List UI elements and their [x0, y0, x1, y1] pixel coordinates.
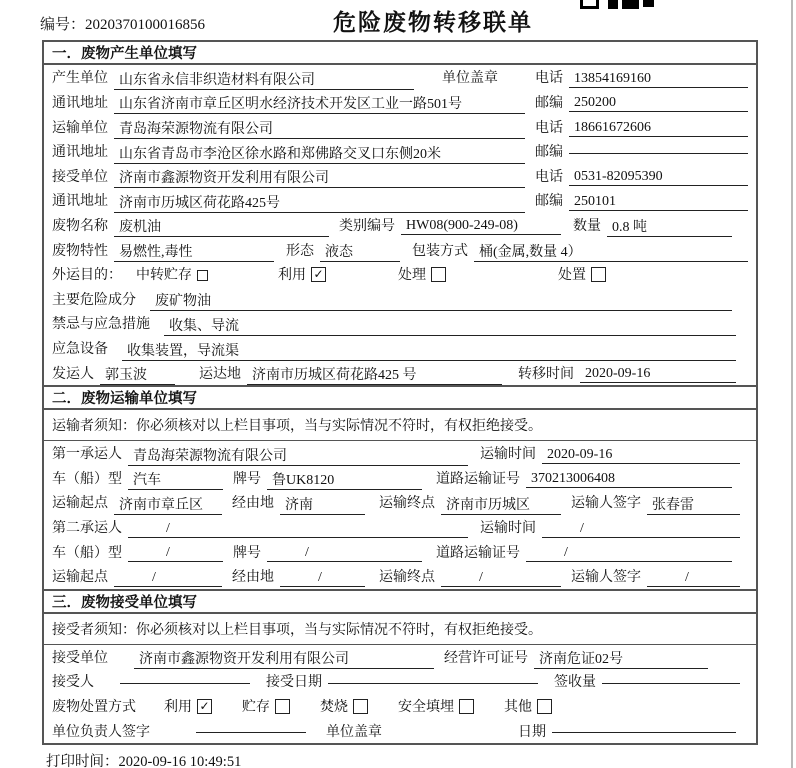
via-label: 经由地 — [232, 570, 274, 586]
responsible-signature-label: 单位负责人签字 — [52, 724, 150, 740]
accepting-unit-value: 济南市鑫源物资开发利用有限公司 — [134, 648, 434, 669]
destination-label: 运达地 — [199, 366, 241, 382]
origin-value: 济南市章丘区 — [114, 494, 222, 515]
disposal-method-row — [44, 694, 756, 719]
section2-header: 二．废物运输单位填写 — [44, 385, 756, 410]
form-table — [42, 40, 758, 745]
endpoint-value: 济南市历城区 — [441, 494, 561, 515]
received-quantity-label: 签收量 — [554, 675, 596, 691]
transport-date-label: 运输时间 — [480, 447, 536, 463]
transfer-date-label: 转移时间 — [518, 366, 574, 382]
postcode-label: 邮编 — [535, 194, 563, 210]
vehicle-type-label: 车（船）型 — [52, 471, 122, 487]
unit-seal-label: 单位盖章 — [442, 71, 498, 87]
serial-number: 2020370100016856 — [85, 17, 206, 33]
print-time-value: 2020-09-16 10:49:51 — [118, 754, 242, 768]
page-title: 危险废物转移联单 — [333, 9, 533, 35]
endpoint-label: 运输终点 — [379, 496, 435, 512]
second-carrier-row — [44, 515, 756, 540]
emergency-measures-row — [44, 311, 756, 336]
packaging-value: 桶(金属,数量 4） — [474, 241, 748, 262]
first-carrier-row — [44, 441, 756, 466]
second-transport-date-value: / — [542, 521, 740, 538]
utilize-option-label: 利用 — [278, 268, 306, 284]
qr-block — [622, 0, 639, 9]
producer-unit-label: 产生单位 — [52, 71, 108, 87]
section3-header: 三．废物接受单位填写 — [44, 589, 756, 614]
consignor-label: 发运人 — [52, 366, 94, 382]
postcode-label: 邮编 — [535, 145, 563, 161]
destination-value: 济南市历城区荷花路425 号 — [247, 364, 502, 385]
accept-date-label: 接受日期 — [266, 675, 322, 691]
disposal-method-label: 废物处置方式 — [52, 700, 136, 716]
plate-number-value: 鲁UK8120 — [267, 469, 422, 490]
utilize-option-label: 利用 — [164, 700, 192, 716]
acceptor-label: 接受人 — [52, 675, 94, 691]
transport-unit-row — [44, 114, 756, 139]
qr-block — [580, 0, 599, 9]
utilize-checkbox: ✓ — [311, 267, 326, 282]
incinerate-checkbox — [353, 699, 368, 714]
transporter-notice: 运输者须知：你必须核对以上栏目事项，当与实际情况不符时，有权拒绝接受。 — [44, 410, 756, 441]
road-permit-label: 道路运输证号 — [436, 471, 520, 487]
storage-option-label: 贮存 — [242, 700, 270, 716]
phone-group — [535, 117, 748, 137]
waste-name-value: 废机油 — [114, 216, 329, 237]
receiver-address-value: 济南市历城区荷花路425号 — [114, 192, 525, 213]
first-carrier-label: 第一承运人 — [52, 447, 122, 463]
endpoint-value-2: / — [441, 570, 561, 587]
second-carrier-value: / — [128, 521, 468, 538]
producer-unit-value: 山东省永信非织造材料有限公司 — [114, 69, 414, 90]
road-permit-value: 370213006408 — [526, 471, 732, 488]
road-permit-label: 道路运输证号 — [436, 545, 520, 561]
emergency-measures-value: 收集、导流 — [164, 315, 736, 336]
emergency-equipment-label: 应急设备 — [52, 342, 108, 357]
postcode-label: 邮编 — [535, 95, 563, 111]
carrier-signature-label: 运输人签字 — [571, 570, 641, 586]
transport-postcode-value — [569, 153, 748, 154]
receiver-phone-value: 0531-82095390 — [569, 169, 748, 186]
second-carrier-label: 第二承运人 — [52, 521, 122, 537]
origin-value-2: / — [114, 570, 222, 587]
hazard-component-value: 废矿物油 — [150, 290, 732, 311]
waste-property-label: 废物特性 — [52, 243, 108, 259]
producer-address-row — [44, 90, 756, 115]
outbound-purpose-row — [44, 262, 756, 287]
road-permit-value-2: / — [526, 545, 732, 562]
via-value: 济南 — [280, 494, 365, 515]
waste-name-row — [44, 213, 756, 238]
receiver-unit-row — [44, 163, 756, 188]
origin-label: 运输起点 — [52, 570, 108, 586]
acceptor-row — [44, 669, 756, 694]
waste-property-row — [44, 237, 756, 262]
consignor-row — [44, 360, 756, 385]
phone-label: 电话 — [535, 120, 563, 136]
phone-group — [535, 67, 748, 87]
receiver-unit-label: 接受单位 — [52, 169, 108, 185]
qr-code-fragment-icon — [580, 0, 654, 10]
plate-number-label: 牌号 — [233, 471, 261, 487]
postcode-group — [535, 141, 748, 161]
quantity-label: 数量 — [573, 218, 601, 234]
storage-checkbox — [275, 699, 290, 714]
receiver-address-row — [44, 188, 756, 213]
dispose-checkbox — [591, 267, 606, 282]
first-carrier-value: 青岛海荣源物流有限公司 — [128, 445, 468, 466]
print-time-label: 打印时间： — [46, 754, 119, 768]
transfer-storage-option-label: 中转贮存 — [136, 268, 192, 284]
incinerate-option-label: 焚烧 — [320, 700, 348, 716]
carrier-signature-value-2: / — [647, 570, 740, 587]
other-option-label: 其他 — [504, 700, 532, 716]
producer-address-value: 山东省济南市章丘区明水经济技术开发区工业一路501号 — [114, 93, 525, 114]
qr-block — [643, 0, 654, 7]
acceptor-value — [120, 683, 250, 684]
license-number-label: 经营许可证号 — [444, 650, 528, 666]
packaging-label: 包装方式 — [412, 243, 468, 259]
print-time-line — [46, 750, 241, 768]
accepting-unit-row — [44, 645, 756, 670]
phone-label: 电话 — [535, 71, 563, 87]
transport-address-row — [44, 139, 756, 164]
route-row-1 — [44, 490, 756, 515]
utilize-checkbox: ✓ — [197, 699, 212, 714]
carrier-signature-label: 运输人签字 — [571, 496, 641, 512]
transfer-date-value: 2020-09-16 — [580, 366, 736, 383]
license-number-value: 济南危证02号 — [534, 648, 708, 669]
producer-phone-value: 13854169160 — [569, 71, 748, 88]
date-value — [552, 732, 736, 733]
transfer-storage-checkbox — [197, 270, 208, 281]
vehicle-type-value: 汽车 — [128, 469, 223, 490]
vehicle-type-value-2: / — [128, 545, 223, 562]
route-row-2 — [44, 564, 756, 589]
address-label: 通讯地址 — [52, 194, 108, 210]
postcode-group — [535, 92, 748, 112]
emergency-measures-label: 禁忌与应急措施 — [52, 317, 150, 333]
vehicle-type-label: 车（船）型 — [52, 545, 122, 561]
plate-number-value-2: / — [267, 545, 422, 562]
plate-number-label: 牌号 — [233, 545, 261, 561]
transport-unit-value: 青岛海荣源物流有限公司 — [114, 118, 525, 139]
transport-date-label: 运输时间 — [480, 521, 536, 537]
producer-unit-row — [44, 65, 756, 90]
transport-address-value: 山东省青岛市李沧区徐水路和郑佛路交叉口东侧20米 — [114, 143, 525, 164]
transport-phone-value: 18661672606 — [569, 120, 748, 137]
treat-checkbox — [431, 267, 446, 282]
page-right-edge — [791, 0, 793, 768]
landfill-option-label: 安全填埋 — [398, 700, 454, 716]
outbound-purpose-label: 外运目的： — [52, 268, 122, 284]
category-code-label: 类别编号 — [339, 218, 395, 234]
serial-label: 编号： — [40, 17, 86, 33]
producer-postcode-value: 250200 — [569, 95, 748, 112]
carrier-signature-value: 张春雷 — [647, 494, 740, 515]
hazard-component-label: 主要危险成分 — [52, 292, 136, 308]
responsible-signature-row — [44, 718, 756, 743]
endpoint-label: 运输终点 — [379, 570, 435, 586]
consignor-value: 郭玉波 — [100, 364, 175, 385]
category-code-value: HW08(900-249-08) — [401, 218, 561, 235]
dispose-option-label: 处置 — [558, 268, 586, 284]
responsible-signature-value — [196, 732, 306, 733]
landfill-checkbox — [459, 699, 474, 714]
transport-date-value: 2020-09-16 — [542, 447, 740, 464]
quantity-value: 0.8 吨 — [607, 216, 732, 237]
phone-group — [535, 166, 748, 186]
emergency-equipment-row — [44, 336, 756, 361]
address-label: 通讯地址 — [52, 145, 108, 161]
accept-date-value — [328, 683, 538, 684]
postcode-group — [535, 190, 748, 210]
qr-block — [608, 0, 618, 9]
transport-unit-label: 运输单位 — [52, 120, 108, 136]
address-label: 通讯地址 — [52, 95, 108, 111]
unit-seal-label: 单位盖章 — [326, 724, 382, 740]
section1-header: 一．废物产生单位填写 — [44, 42, 756, 65]
treat-option-label: 处理 — [398, 268, 426, 284]
waste-property-value: 易燃性,毒性 — [114, 241, 274, 262]
accepting-unit-label: 接受单位 — [52, 650, 108, 666]
date-label: 日期 — [518, 724, 546, 740]
vehicle-type-row-2 — [44, 539, 756, 564]
receiver-unit-value: 济南市鑫源物资开发利用有限公司 — [114, 167, 525, 188]
vehicle-type-row-1 — [44, 466, 756, 491]
receiver-postcode-value: 250101 — [569, 194, 748, 211]
hazard-component-row — [44, 286, 756, 311]
received-quantity-value — [602, 683, 740, 684]
emergency-equipment-value: 收集装置，导流渠 — [122, 340, 736, 361]
phone-label: 电话 — [535, 169, 563, 185]
receiver-notice: 接受者须知：你必须核对以上栏目事项，当与实际情况不符时，有权拒绝接受。 — [44, 614, 756, 645]
other-checkbox — [537, 699, 552, 714]
via-label: 经由地 — [232, 496, 274, 512]
origin-label: 运输起点 — [52, 496, 108, 512]
form-state-label: 形态 — [286, 243, 314, 259]
form-state-value: 液态 — [320, 241, 400, 262]
via-value-2: / — [280, 570, 365, 587]
waste-name-label: 废物名称 — [52, 218, 108, 234]
